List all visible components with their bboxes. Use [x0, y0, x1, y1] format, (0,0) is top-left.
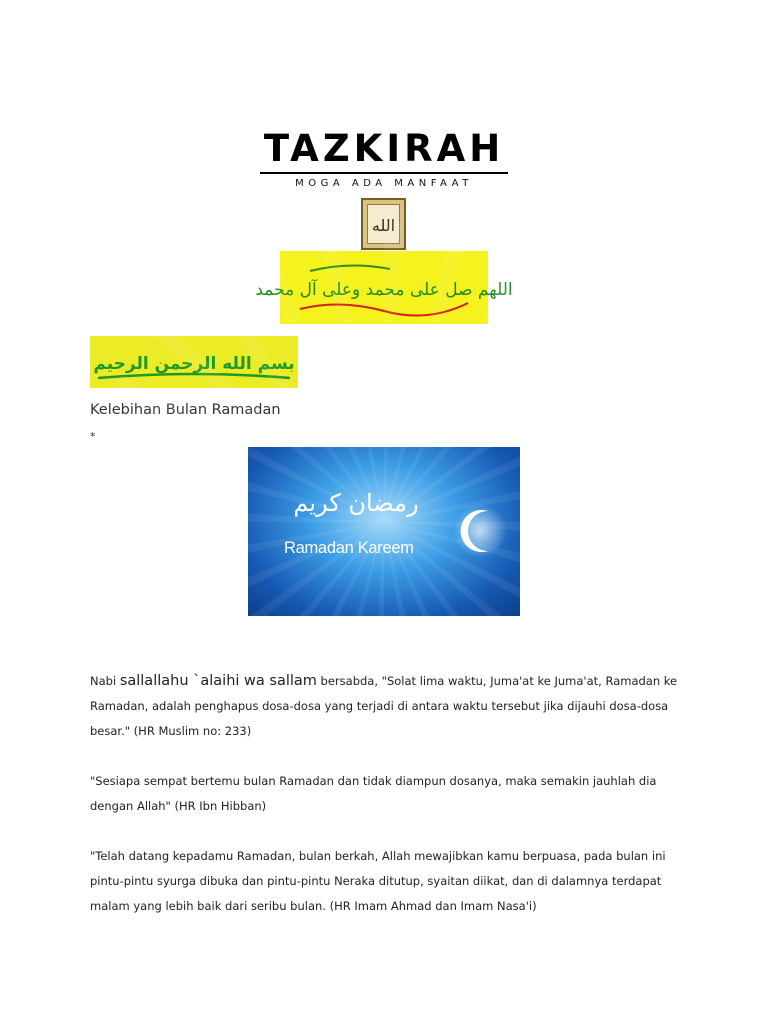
crescent-moon-icon: [452, 503, 508, 559]
hadith-paragraph-1: [90, 669, 680, 744]
honorific-text: sallallahu `alaihi wa sallam: [119, 673, 317, 689]
blog-header: [0, 128, 768, 189]
hadith-paragraph-3: "Telah datang kepadamu Ramadan, bulan berkah, Allah mewajibkan kamu berpuasa, pada bulan ini pintu-pintu syurga dibuka dan pintu-pintu Neraka ditutup, syaitan diikat, dan di dalamnya terdapat malam yang lebih baik dari seribu bulan. (HR Imam Ahmad dan Imam Nasa'i): [90, 849, 666, 913]
blog-tagline: MOGA ADA MANFAAT: [295, 178, 473, 189]
asterisk-mark: *: [90, 430, 96, 443]
paragraph-rest: bersabda, "Solat lima waktu, Juma'at ke Juma'at, Ramadan ke Ramadan, adalah penghapus dosa-dosa yang terjadi di antara waktu tersebut jika dijauhi dosa-dosa besar." (HR Muslim no: 233): [90, 674, 678, 738]
paragraph-lead: Nabi: [90, 674, 120, 688]
bismillah-calligraphy-text: بسم الله الرحمن الرحيم: [93, 354, 295, 374]
ramadan-calligraphy: رمضان كريم: [293, 489, 419, 517]
ramadan-caption: Ramadan Kareem: [284, 539, 414, 557]
hadith-paragraph-2: "Sesiapa sempat bertemu bulan Ramadan dan tidak diampun dosanya, maka semakin jauhlah dia dengan Allah" (HR Ibn Hibban): [90, 774, 657, 813]
salawat-calligraphy-text: اللهم صل على محمد وعلى آل محمد: [255, 280, 513, 300]
blog-title[interactable]: TAZKIRAH: [260, 128, 508, 174]
allah-calligraphy-text: الله: [371, 216, 396, 235]
post-title[interactable]: Kelebihan Bulan Ramadan: [90, 402, 281, 418]
ramadan-kareem-image: [248, 447, 520, 616]
